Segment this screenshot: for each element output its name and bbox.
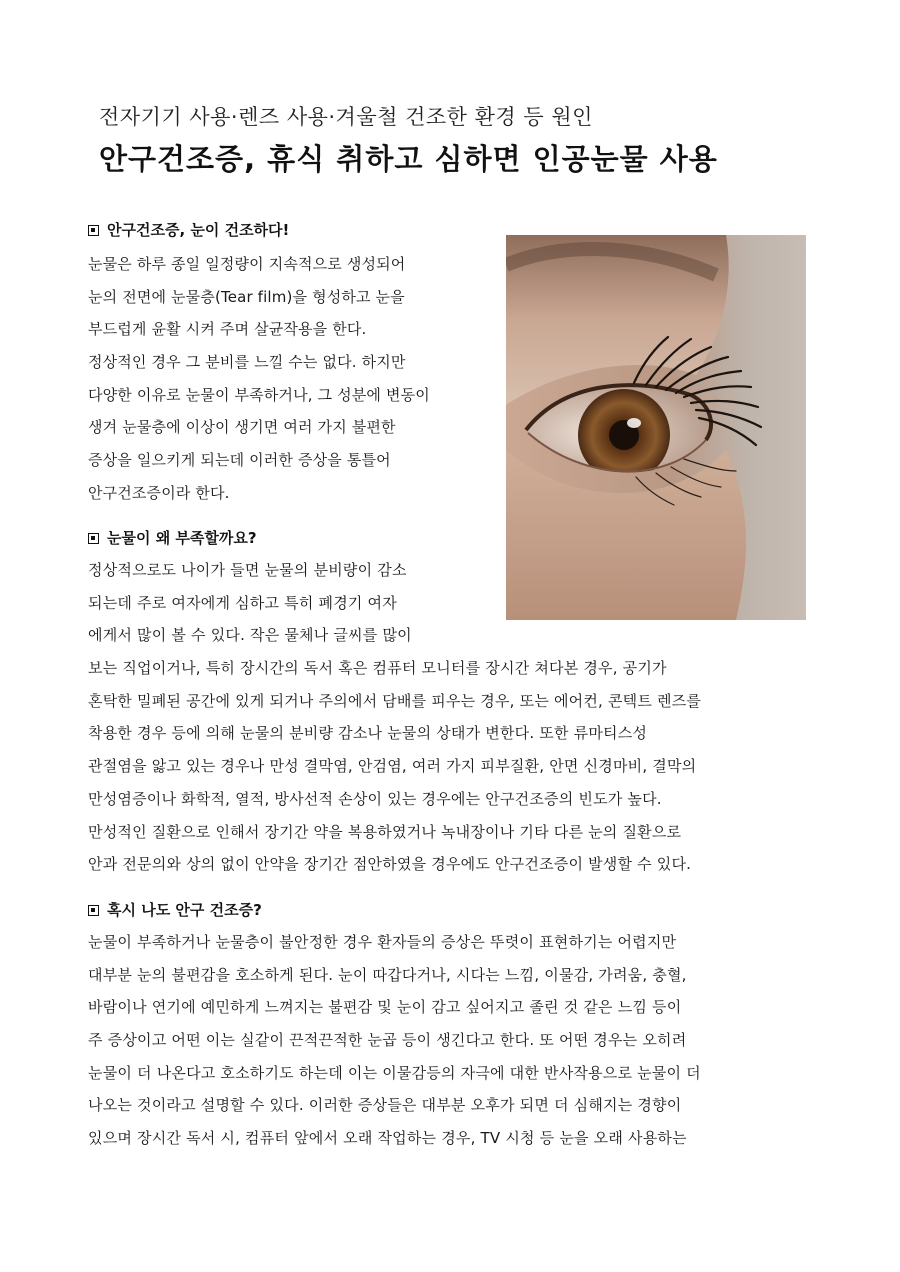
paragraph-line: 바람이나 연기에 예민하게 느껴지는 불편감 및 눈이 감고 싶어지고 졸린 것 같은 느낌 등이 (88, 998, 682, 1017)
section-body-self-check (88, 926, 701, 1155)
paragraph-line: 눈물이 부족하거나 눈물층이 불안정한 경우 환자들의 증상은 뚜렷이 표현하기는 어렵지만 (88, 933, 677, 951)
paragraph-line: 생겨 눈물층에 이상이 생기면 여러 가지 불편한 (88, 418, 396, 437)
section-heading-text: 눈물이 왜 부족할까요? (107, 529, 257, 547)
paragraph-line: 부드럽게 윤활 시켜 주며 살균작용을 한다. (88, 320, 367, 339)
paragraph-line: 정상적인 경우 그 분비를 느낄 수는 없다. 하지만 (88, 353, 406, 372)
paragraph-line: 있으며 장시간 독서 시, 컴퓨터 앞에서 오래 작업하는 경우, TV 시청 등 눈을 오래 사용하는 (88, 1129, 687, 1148)
paragraph-line: 관절염을 앓고 있는 경우나 만성 결막염, 안검염, 여러 가지 피부질환, 안면 신경마비, 결막의 (88, 757, 697, 776)
paragraph-line: 나오는 것이라고 설명할 수 있다. 이러한 증상들은 대부분 오후가 되면 더 심해지는 경향이 (88, 1096, 682, 1115)
eye-closeup-photo (506, 235, 806, 620)
section-heading-text: 혹시 나도 안구 건조증? (107, 901, 262, 919)
paragraph-line: 만성염증이나 화학적, 열적, 방사선적 손상이 있는 경우에는 안구건조증의 빈도가 높다. (88, 789, 662, 808)
paragraph-line: 증상을 일으키게 되는데 이러한 증상을 통틀어 (88, 451, 391, 470)
section-heading-tear-shortage (88, 527, 257, 548)
paragraph-line: 에게서 많이 볼 수 있다. 작은 물체나 글씨를 많이 (88, 626, 412, 645)
paragraph-line: 착용한 경우 등에 의해 눈물의 분비량 감소나 눈물의 상태가 변한다. 또한 류마티스성 (88, 724, 648, 743)
paragraph-line: 만성적인 질환으로 인해서 장기간 약을 복용하였거나 녹내장이나 기타 다른 눈의 질환으로 (88, 822, 682, 841)
paragraph-line: 주 증상이고 어떤 이는 실같이 끈적끈적한 눈곱 등이 생긴다고 한다. 또 어떤 경우는 오히려 (88, 1031, 687, 1050)
paragraph-line: 대부분 눈의 불편감을 호소하게 된다. 눈이 따갑다거나, 시다는 느낌, 이물감, 가려움, 충혈, (88, 965, 687, 984)
paragraph-line: 보는 직업이거나, 특히 장시간의 독서 혹은 컴퓨터 모니터를 장시간 쳐다본 경우, 공기가 (88, 659, 667, 678)
section-heading-self-check (88, 899, 262, 920)
paragraph-line: 되는데 주로 여자에게 심하고 특히 폐경기 여자 (88, 593, 397, 612)
paragraph-line: 눈물이 더 나온다고 호소하기도 하는데 이는 이물감등의 자극에 대한 반사작용으로 눈물이 더 (88, 1063, 701, 1082)
paragraph-line: 눈물은 하루 종일 일정량이 지속적으로 생성되어 (88, 255, 406, 273)
paragraph-line: 안과 전문의와 상의 없이 안약을 장기간 점안하였을 경우에도 안구건조증이 발생할 수 있다. (88, 855, 692, 874)
paragraph-line: 눈의 전면에 눈물층(Tear film)을 형성하고 눈을 (88, 287, 405, 306)
square-bullet-icon (88, 533, 99, 544)
paragraph-line: 다양한 이유로 눈물이 부족하거나, 그 성분에 변동이 (88, 385, 430, 404)
article-subtitle: 전자기기 사용·렌즈 사용·겨울철 건조한 환경 등 원인 (99, 105, 593, 129)
paragraph-line: 안구건조증이라 한다. (88, 483, 230, 502)
article-title: 안구건조증, 휴식 취하고 심하면 인공눈물 사용 (99, 142, 718, 176)
section-heading-dry-eye (88, 219, 289, 240)
section-heading-text: 안구건조증, 눈이 건조하다! (107, 221, 290, 239)
square-bullet-icon (88, 905, 99, 916)
section-body-dry-eye (88, 248, 430, 510)
paragraph-line: 혼탁한 밀폐된 공간에 있게 되거나 주의에서 담배를 피우는 경우, 또는 에어컨, 콘텍트 렌즈를 (88, 691, 702, 710)
square-bullet-icon (88, 225, 99, 236)
paragraph-line: 정상적으로도 나이가 들면 눈물의 분비량이 감소 (88, 561, 407, 579)
